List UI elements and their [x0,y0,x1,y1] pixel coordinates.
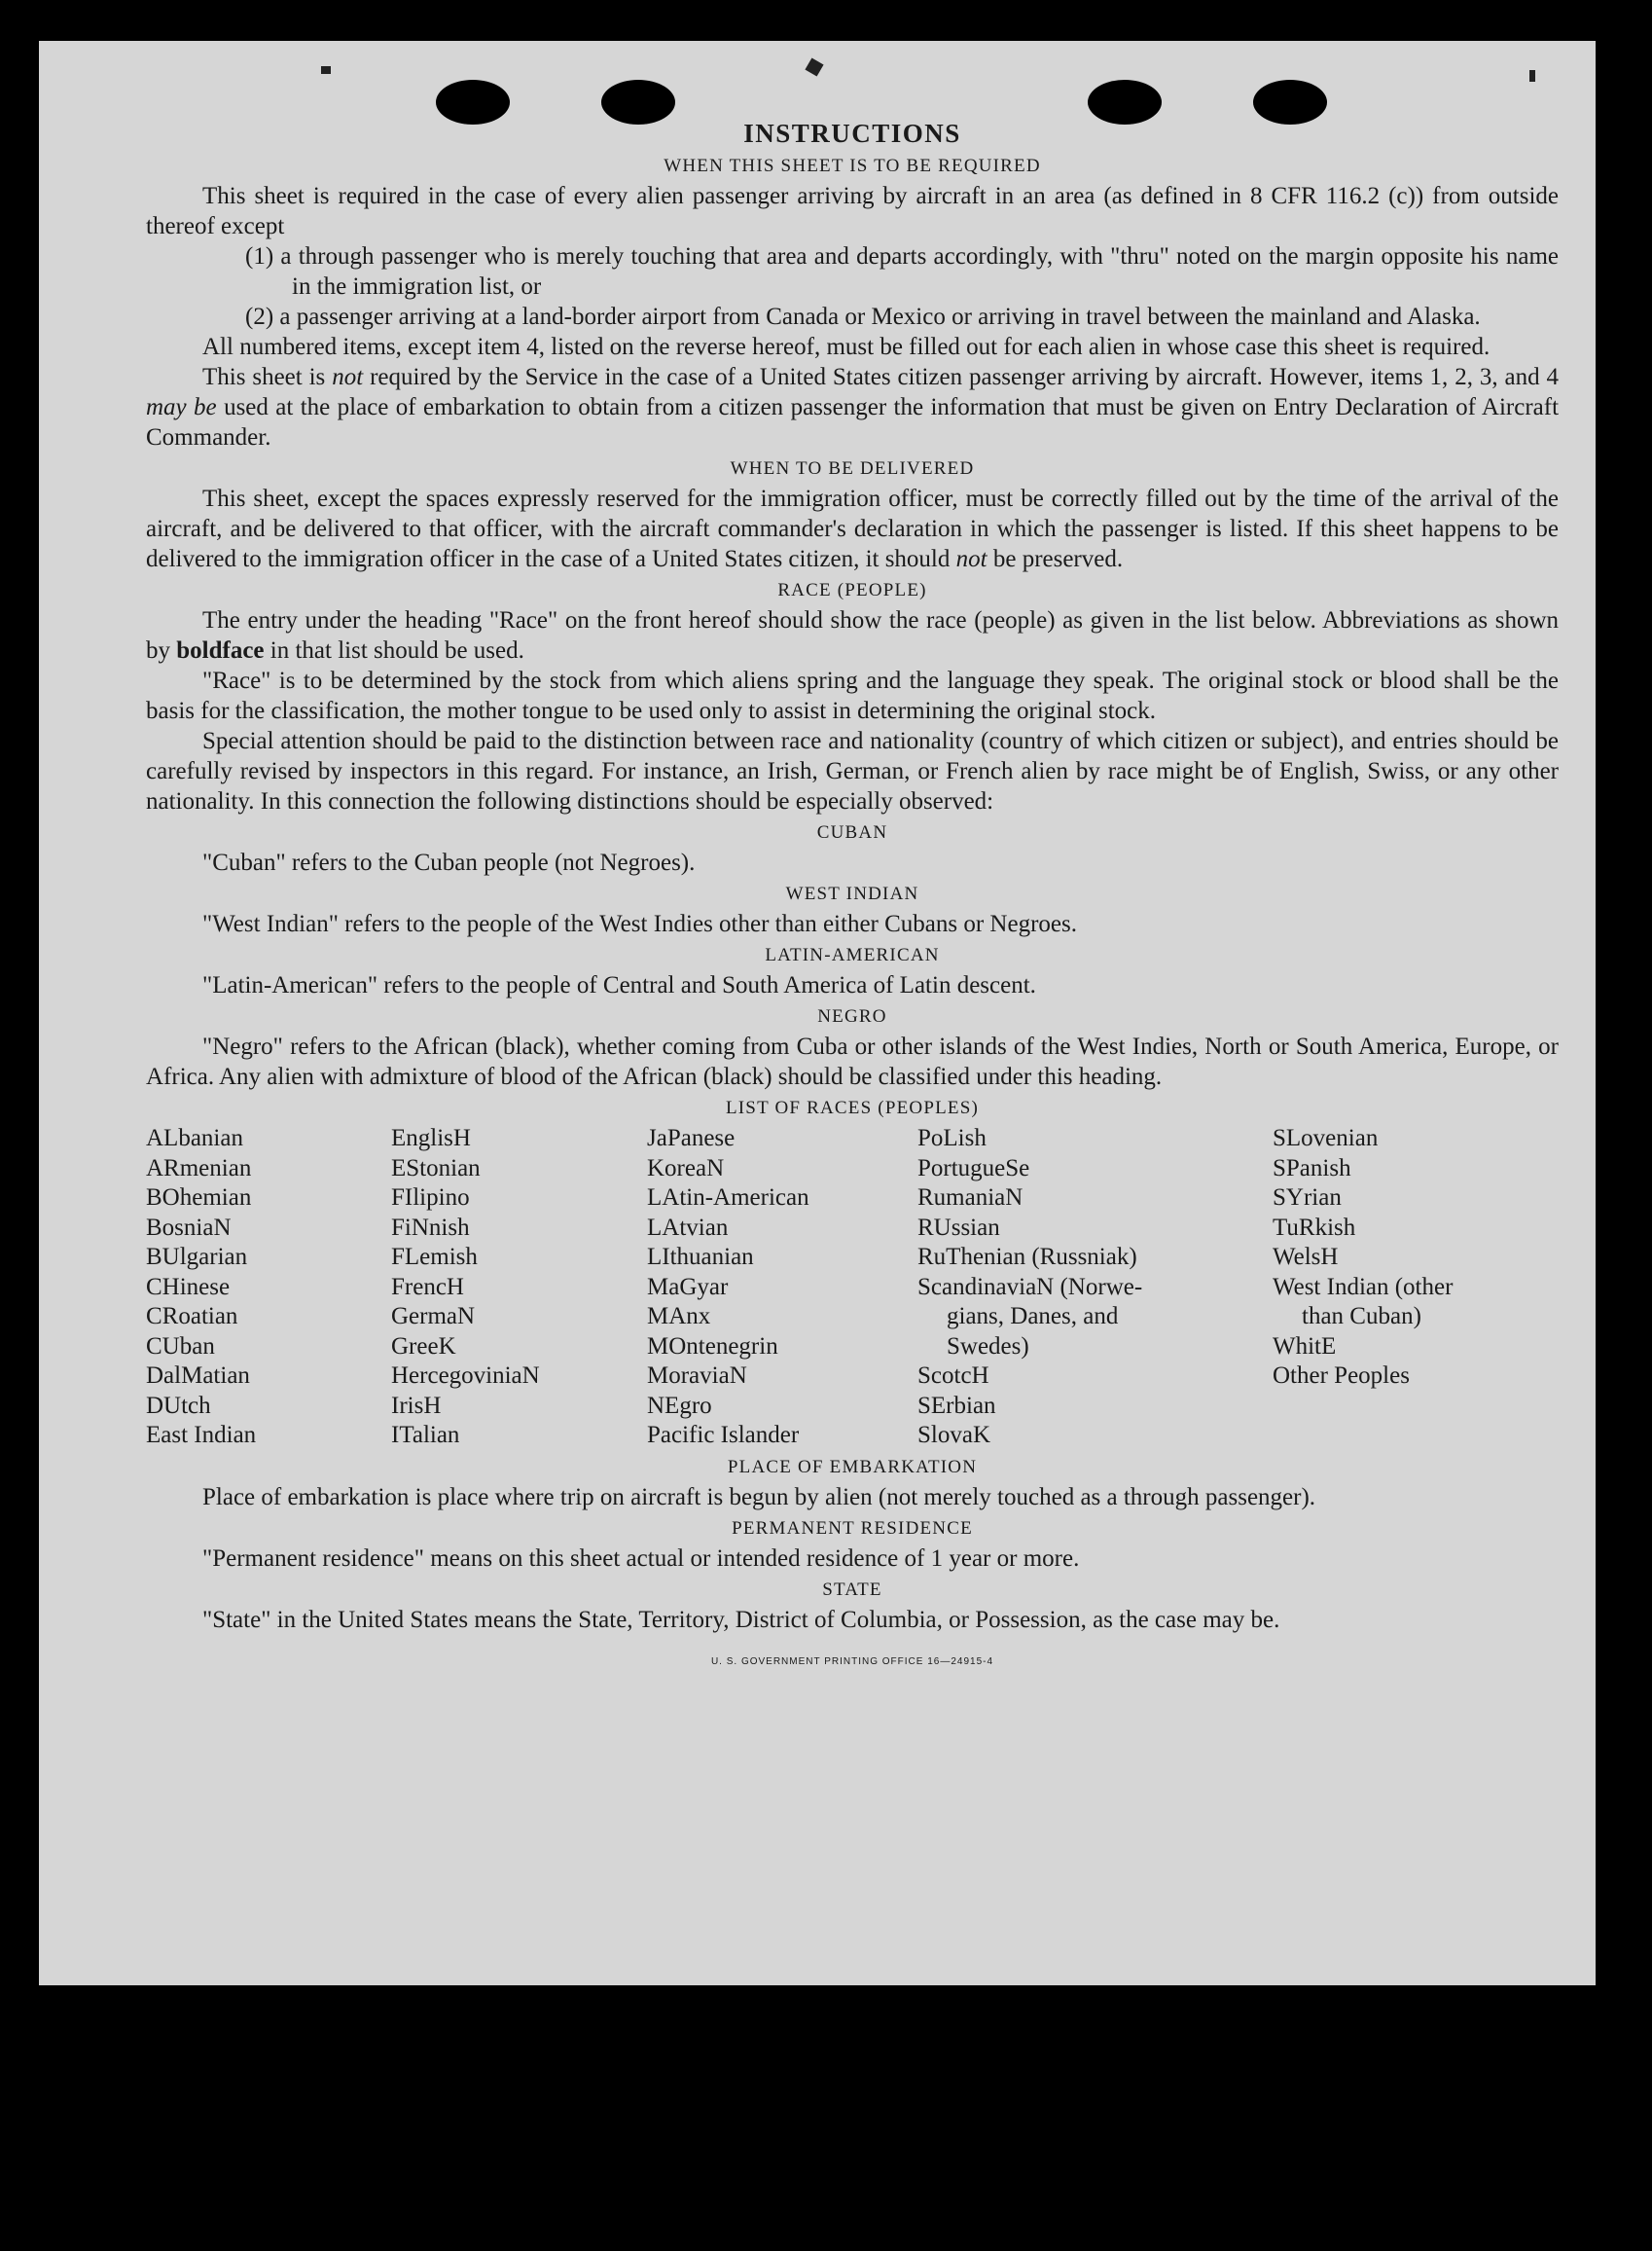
text-run: in that list should be used. [269,637,524,664]
italic-text: not [332,364,364,390]
races-column-2 [391,1124,647,1451]
race-item: SLovenian [1273,1125,1379,1151]
race-item: Swedes) [947,1332,1029,1360]
italic-text: not [955,546,988,572]
definition: "Negro" refers to the African (black), whether coming from Cuba or other islands of the West Indies, North or South America, Europe, or Africa. Any alien with admixture of blood of the African (black) should be classified under this heading. [146,1034,1559,1090]
race-item: LAtin-American [647,1184,809,1211]
race-item: DUtch [146,1392,211,1419]
race-item: FiNnish [391,1214,470,1241]
race-item: EStonian [391,1154,481,1181]
race-item: PortugueSe [917,1154,1030,1181]
text-run: required by the Service in the case of a United States citizen passenger arriving by aircraft. However, items 1, 2, 3, and 4 [370,364,1559,390]
race-item: West Indian (other [1273,1273,1454,1300]
race-item: LIthuanian [647,1244,754,1270]
race-item: WelsH [1273,1244,1339,1270]
race-item: BUlgarian [146,1244,248,1270]
definition: "Latin-American" refers to the people of Central and South America of Latin descent. [202,972,1036,998]
section-heading: LATIN-AMERICAN [765,945,940,965]
race-item: BOhemian [146,1184,252,1211]
race-item: SYrian [1273,1184,1342,1211]
race-item: BosniaN [146,1214,232,1241]
paragraph: "Race" is to be determined by the stock from which aliens spring and the language they speak. The original stock or blood shall be the basis for the classification, the mother tongue to be used only to assist in determining the original stock. [146,668,1559,724]
race-item: WhitE [1273,1332,1337,1360]
race-item: MAnx [647,1303,711,1329]
race-item: PoLish [917,1125,987,1151]
race-item: LAtvian [647,1214,729,1241]
section-heading: RACE (PEOPLE) [777,580,927,600]
paragraph: All numbered items, except item 4, listed on the reverse hereof, must be filled out for each alien in whose case this sheet is required. [202,334,1490,360]
race-item: JaPanese [647,1125,736,1151]
race-item: ALbanian [146,1125,243,1151]
race-item: SErbian [917,1392,996,1419]
bold-text: boldface [176,637,265,664]
paragraph [146,362,1559,453]
race-item: FLemish [391,1244,478,1270]
race-item: CRoatian [146,1303,238,1329]
race-item: GreeK [391,1332,456,1360]
race-item: CHinese [146,1273,231,1300]
definition: "State" in the United States means the State, Territory, District of Columbia, or Possession, as the case may be. [202,1606,1280,1633]
section-heading: LIST OF RACES (PEOPLES) [725,1098,980,1118]
race-item: ScotcH [917,1362,989,1389]
race-item: Pacific Islander [647,1422,800,1448]
section-heading: WEST INDIAN [785,884,919,904]
race-item: GermaN [391,1303,476,1329]
race-item: DalMatian [146,1362,250,1389]
race-item: SPanish [1273,1154,1351,1181]
section-heading: WHEN TO BE DELIVERED [730,458,975,479]
text-run: used at the place of embarkation to obtain from a citizen passenger the information that must be given on Entry Declaration of Aircraft Commander. [146,394,1560,451]
race-item: ITalian [391,1422,460,1448]
text-run: be preserved. [992,546,1124,572]
scan-mark [805,57,823,76]
race-item: NEgro [647,1392,712,1419]
paragraph [146,484,1559,574]
paragraph: This sheet is required in the case of every alien passenger arriving by aircraft in an area (as defined in 8 CFR 116.2 (c)) from outside thereof except [146,183,1559,239]
definition: Place of embarkation is place where trip on aircraft is begun by alien (not merely touched as a through passenger). [202,1483,1316,1510]
section-heading: CUBAN [816,822,888,843]
races-column-3 [647,1124,917,1451]
race-item: TuRkish [1273,1214,1356,1241]
race-item: RumaniaN [917,1184,1024,1211]
race-item: ScandinaviaN (Norwe- [917,1273,1143,1300]
text-run: This sheet is [202,364,326,390]
section-heading: STATE [822,1579,882,1600]
race-item: EnglisH [391,1125,471,1151]
race-item: RuThenian (Russniak) [917,1244,1137,1270]
numbered-item: (2) a passenger arriving at a land-border airport from Canada or Mexico or arriving in travel between the mainland and Alaska. [245,304,1481,330]
race-item: gians, Danes, and [947,1303,1119,1329]
paragraph: Special attention should be paid to the distinction between race and nationality (country of which citizen or subject), and entries should be carefully revised by inspectors in this regard. For instance, an Irish, German, or French alien by race might be of English, Swiss, or any other nationality. In this connection the following distinctions should be especially observed: [146,728,1559,815]
paragraph [146,605,1559,666]
page-title: INSTRUCTIONS [743,119,961,148]
races-list [146,1124,1559,1451]
numbered-item: (1) a through passenger who is merely touching that area and departs accordingly, with "thru" noted on the margin opposite his name in the immigration list, or [245,243,1559,300]
races-column-5 [1273,1124,1555,1451]
scan-mark [321,66,331,74]
races-column-1 [146,1124,391,1451]
race-item: HercegoviniaN [391,1362,540,1389]
race-item: FrencH [391,1273,464,1300]
race-item: MaGyar [647,1273,729,1300]
text-run: The entry under the heading "Race" on the front hereof should show the race (people) as given in the list below. Abbreviations as shown by [146,607,1559,664]
race-item: East Indian [146,1422,257,1448]
race-item: ARmenian [146,1154,252,1181]
scan-mark [1529,70,1535,82]
italic-text: may be [146,394,217,420]
race-item: SlovaK [917,1422,990,1448]
race-item: than Cuban) [1302,1303,1421,1329]
race-item: FIlipino [391,1184,470,1211]
document-page [39,41,1596,1985]
section-heading: NEGRO [817,1006,887,1027]
race-item: IrisH [391,1392,442,1419]
text-run: This sheet, except the spaces expressly reserved for the immigration officer, must be correctly filled out by the time of the arrival of the aircraft, and be delivered to that officer, with the aircraft commander's declaration in which the passenger is listed. If this sheet happens to be delivered to the immigration officer in the case of a United States citizen, it should [146,486,1559,572]
section-heading: PERMANENT RESIDENCE [732,1517,973,1539]
races-column-4 [917,1124,1273,1451]
definition: "Cuban" refers to the Cuban people (not Negroes). [202,850,696,876]
section-heading: PLACE OF EMBARKATION [727,1456,978,1477]
race-item: RUssian [917,1214,1000,1241]
race-item: MOntenegrin [647,1332,778,1360]
race-item: Other Peoples [1273,1362,1410,1389]
instructions-content [146,117,1559,1677]
printer-imprint: U. S. GOVERNMENT PRINTING OFFICE 16—24915-4 [710,1655,994,1667]
section-heading: WHEN THIS SHEET IS TO BE REQUIRED [664,156,1041,176]
definition: "West Indian" refers to the people of the West Indies other than either Cubans or Negroes. [202,911,1077,937]
race-item: CUban [146,1332,215,1360]
race-item: KoreaN [647,1154,725,1181]
definition: "Permanent residence" means on this sheet actual or intended residence of 1 year or more. [202,1544,1080,1572]
race-item: MoraviaN [647,1362,747,1389]
